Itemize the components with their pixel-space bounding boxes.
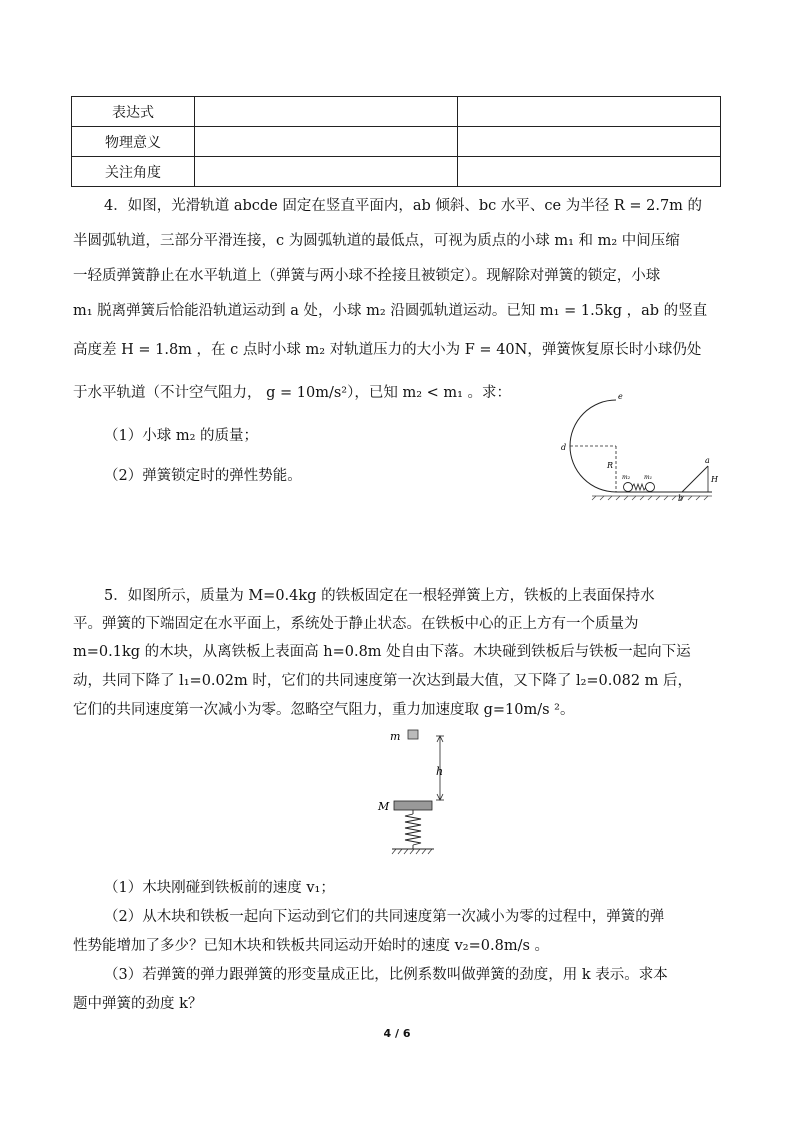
- q5-subquestion-1: （1）木块刚碰到铁板前的速度 v₁；: [104, 880, 335, 896]
- label-M: M: [378, 800, 390, 813]
- spring-plate-diagram: [374, 728, 444, 858]
- table-cell: [458, 97, 721, 127]
- track-diagram: [540, 390, 720, 502]
- q5-subquestion-3b: 题中弹簧的劲度 k？: [73, 996, 203, 1012]
- row-label-physical-meaning: 物理意义: [72, 127, 195, 157]
- table-cell: [195, 127, 458, 157]
- vertical-spring: [405, 810, 421, 849]
- q4-line-3: 一轻质弹簧静止在水平轨道上（弹簧与两小球不拴接且被锁定）。现解除对弹簧的锁定，小球: [73, 268, 661, 284]
- label-d: d: [561, 443, 567, 452]
- q5-line-5: 它们的共同速度第一次减小为零。忽略空气阻力，重力加速度取 g=10m/s ²。: [73, 702, 575, 718]
- q5-subquestion-2a: （2）从木块和铁板一起向下运动到它们的共同速度第一次减小为零的过程中，弹簧的弹: [104, 909, 665, 925]
- iron-plate: [394, 801, 432, 810]
- table-cell: [195, 157, 458, 187]
- table-cell: [195, 97, 458, 127]
- q5-line-1: 5．如图所示，质量为 M=0.4kg 的铁板固定在一根轻弹簧上方，铁板的上表面保持水: [104, 588, 655, 604]
- label-b: b: [678, 494, 684, 502]
- ground-hatch: [392, 849, 432, 854]
- table-cell: [458, 157, 721, 187]
- table-row: [72, 97, 721, 127]
- incline-ab: [682, 466, 708, 492]
- label-m: m: [390, 730, 401, 743]
- label-h: H: [711, 475, 718, 484]
- label-r: R: [607, 461, 614, 470]
- q4-subquestion-1: （1）小球 m₂ 的质量；: [104, 428, 259, 444]
- label-a: a: [705, 456, 710, 465]
- table-cell: [458, 127, 721, 157]
- summary-table: [71, 96, 721, 187]
- q4-line-1: 4．如图，光滑轨道 abcde 固定在竖直平面内，ab 倾斜、bc 水平、ce 为半径 R = 2.7m 的: [104, 198, 703, 214]
- row-label-expression: 表达式: [72, 97, 195, 127]
- q4-line-5: 高度差 H = 1.8m ，在 c 点时小球 m₂ 对轨道压力的大小为 F = 40N，弹簧恢复原长时小球仍处: [73, 342, 702, 358]
- q4-subquestion-2: （2）弹簧锁定时的弹性势能。: [104, 468, 302, 484]
- page-number: 4 / 6: [383, 1027, 411, 1040]
- q5-line-4: 动，共同下降了 l₁=0.02m 时，它们的共同速度第一次达到最大值，又下降了 l₂=0.082 m 后，: [73, 673, 693, 689]
- ground-hatch: [592, 496, 712, 500]
- q5-line-3: m=0.1kg 的木块，从离铁板上表面高 h=0.8m 处自由下落。木块碰到铁板后与铁板一起向下运: [73, 644, 691, 660]
- label-m1: m₁: [644, 474, 653, 481]
- q4-line-4: m₁ 脱离弹簧后恰能沿轨道运动到 a 处，小球 m₂ 沿圆弧轨道运动。已知 m₁ = 1.5kg ，ab 的竖直: [73, 303, 708, 319]
- compressed-spring: [632, 484, 646, 490]
- q4-line-6: 于水平轨道（不计空气阻力， g = 10m/s²），已知 m₂ < m₁ 。求：: [73, 385, 512, 401]
- q4-line-2: 半圆弧轨道，三部分平滑连接，c 为圆弧轨道的最低点，可视为质点的小球 m₁ 和 m₂ 中间压缩: [73, 233, 680, 249]
- table-row: [72, 157, 721, 187]
- row-label-focus-angle: 关注角度: [72, 157, 195, 187]
- label-h: h: [436, 765, 444, 778]
- ball-m2: [624, 483, 633, 492]
- table-row: [72, 127, 721, 157]
- ball-m1: [646, 483, 655, 492]
- label-e: e: [618, 392, 623, 401]
- q5-subquestion-2b: 性势能增加了多少？已知木块和铁板共同运动开始时的速度 v₂=0.8m/s 。: [73, 938, 550, 954]
- label-m2: m₂: [622, 474, 631, 481]
- q5-line-2: 平。弹簧的下端固定在水平面上，系统处于静止状态。在铁板中心的正上方有一个质量为: [73, 616, 639, 632]
- q5-subquestion-3a: （3）若弹簧的弹力跟弹簧的形变量成正比，比例系数叫做弹簧的劲度，用 k 表示。求本: [104, 967, 668, 983]
- block-m: [408, 730, 418, 739]
